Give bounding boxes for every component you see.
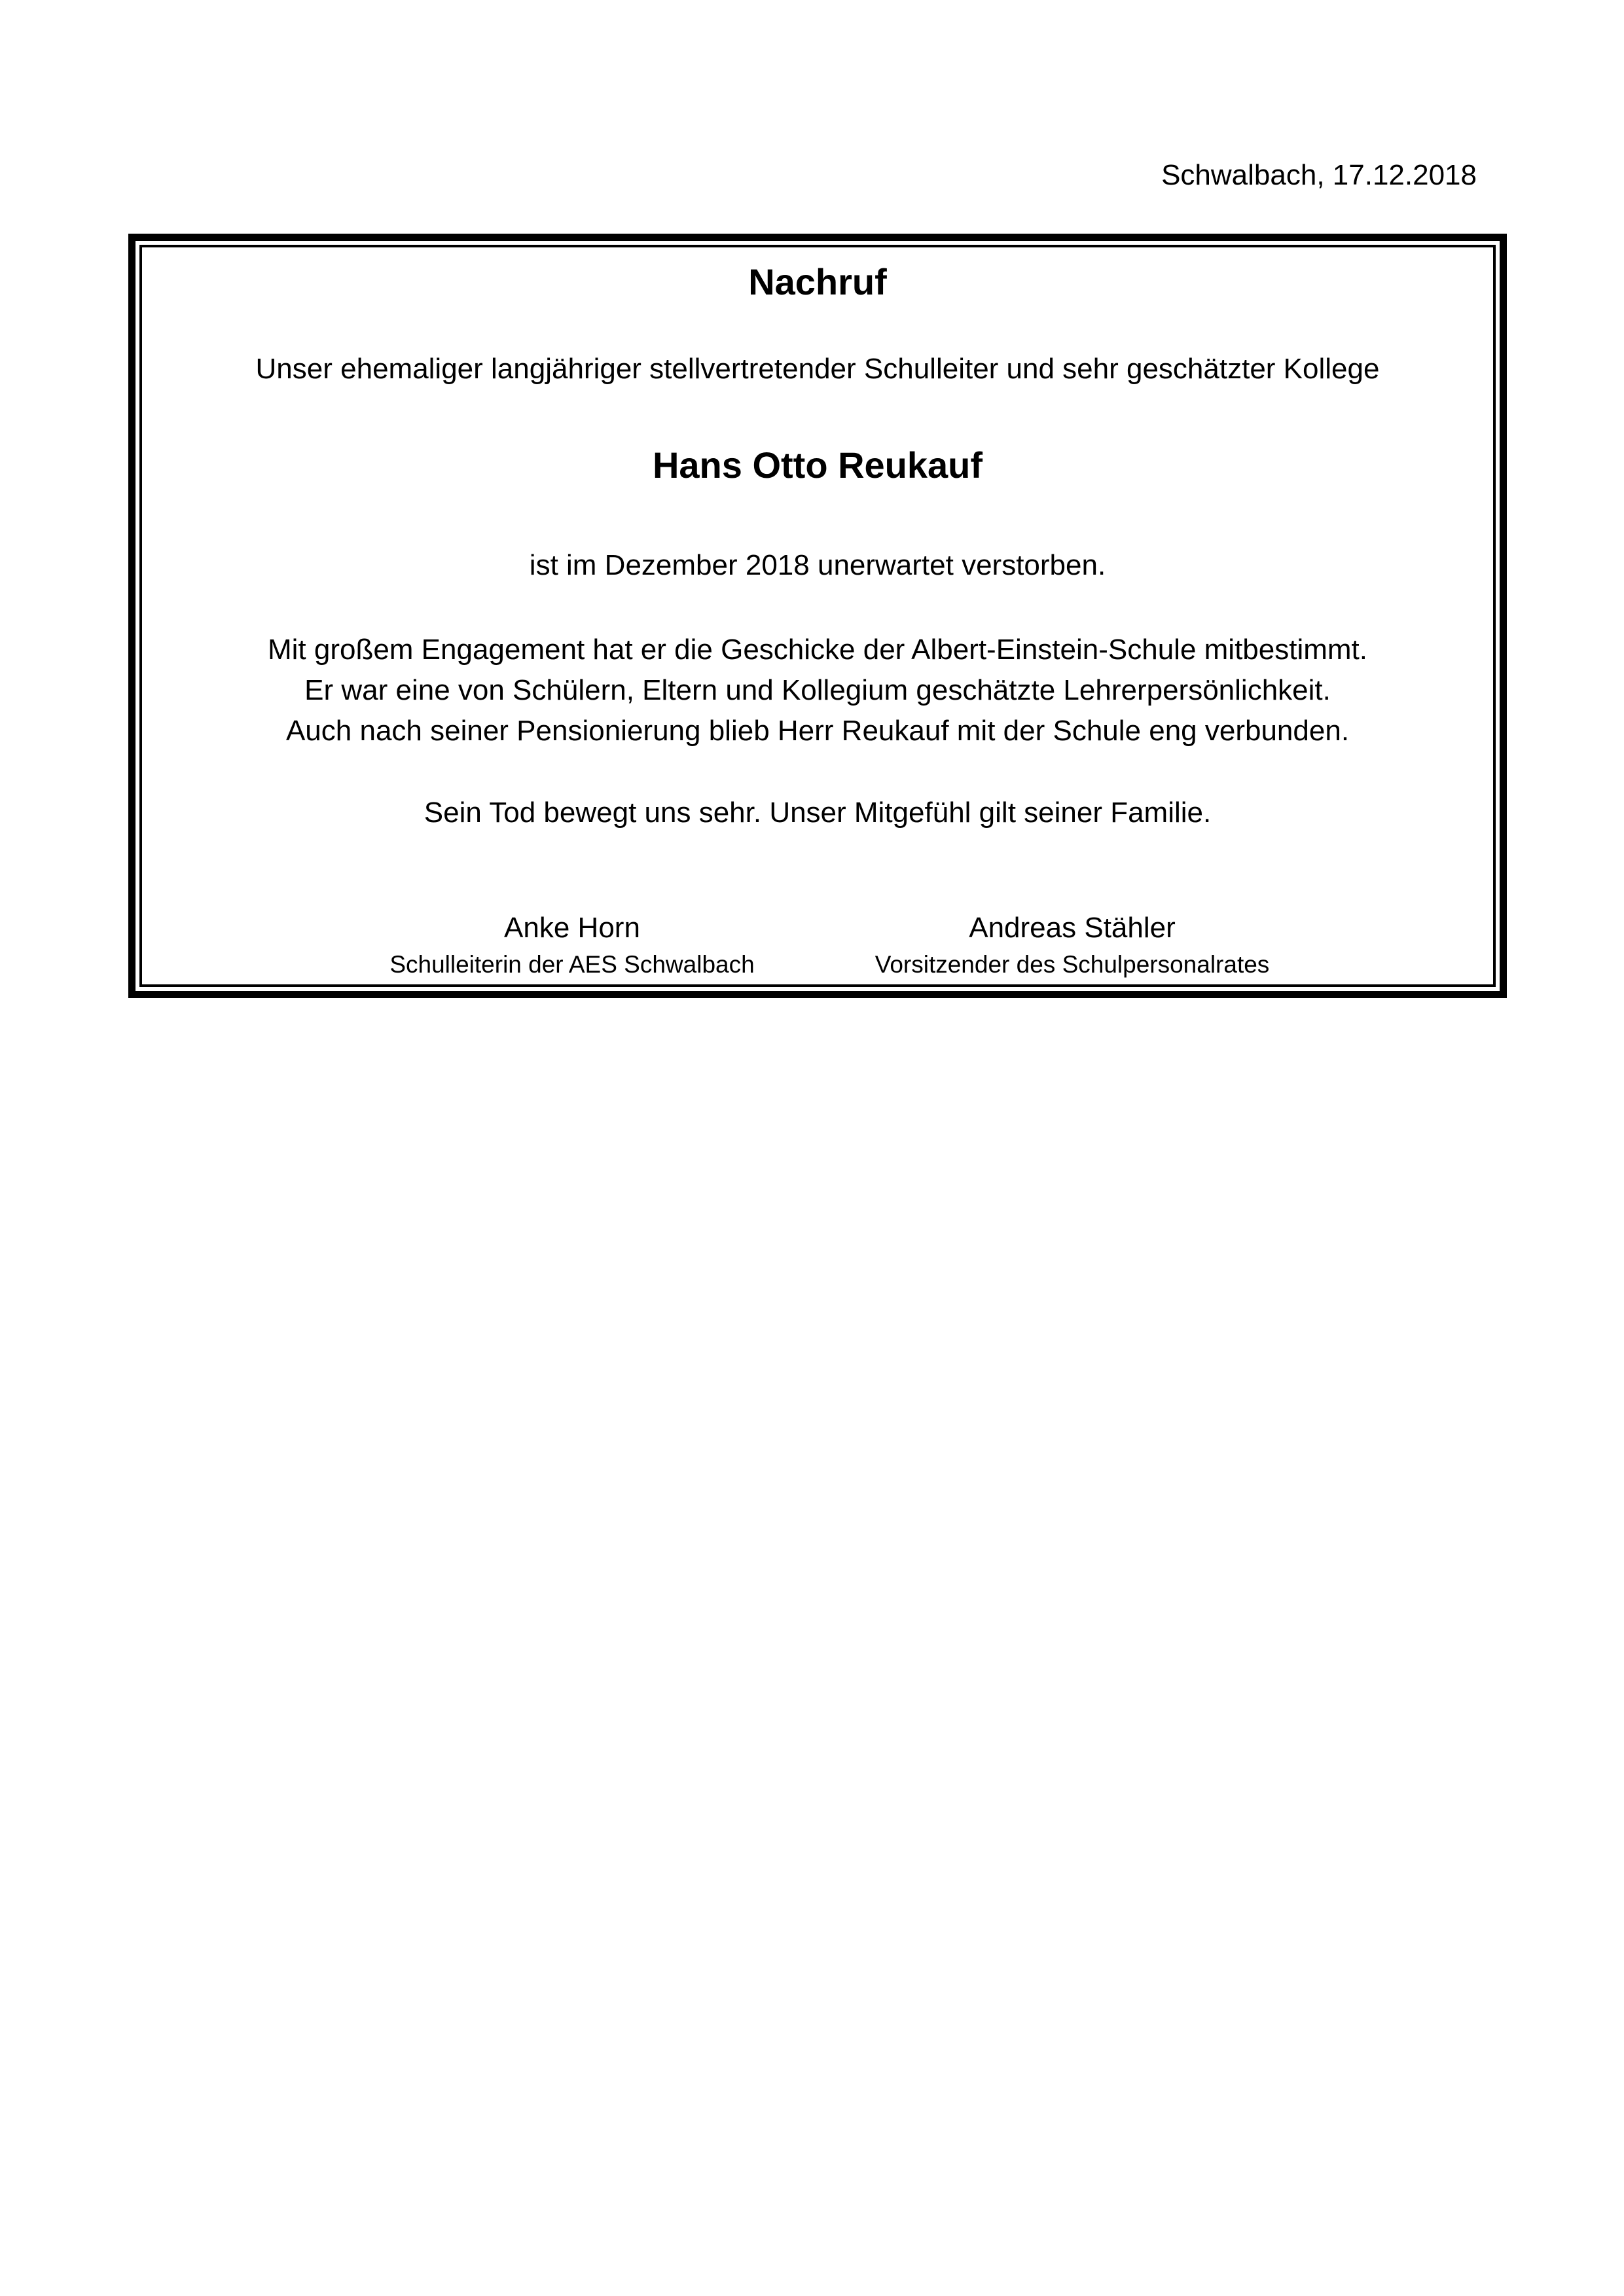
place-date: Schwalbach, 17.12.2018 xyxy=(1161,159,1477,191)
signatory-role: Schulleiterin der AES Schwalbach xyxy=(389,951,755,978)
obituary-frame xyxy=(128,234,1507,998)
obituary-title: Nachruf xyxy=(748,261,887,302)
deceased-name: Hans Otto Reukauf xyxy=(652,444,983,486)
tribute-line: Mit großem Engagement hat er die Geschicke der Albert-Einstein-Schule mitbestimmt. xyxy=(267,634,1368,666)
signatory-name: Andreas Stähler xyxy=(969,912,1176,944)
tribute-line: Auch nach seiner Pensionierung blieb Herr Reukauf mit der Schule eng verbunden. xyxy=(285,715,1350,747)
signatory-name: Anke Horn xyxy=(504,912,640,944)
signatory-role: Vorsitzender des Schulpersonalrates xyxy=(875,951,1270,978)
obituary-tribute xyxy=(135,630,1500,751)
obituary-passed-text: ist im Dezember 2018 unerwartet verstorben. xyxy=(529,549,1106,581)
tribute-line: Er war eine von Schülern, Eltern und Kollegium geschätzte Lehrerpersönlichkeit. xyxy=(304,674,1331,706)
obituary-intro: Unser ehemaliger langjähriger stellvertretender Schulleiter und sehr geschätzter Kollege xyxy=(255,353,1380,385)
obituary-condolence: Sein Tod bewegt uns sehr. Unser Mitgefühl gilt seiner Familie. xyxy=(424,797,1212,829)
